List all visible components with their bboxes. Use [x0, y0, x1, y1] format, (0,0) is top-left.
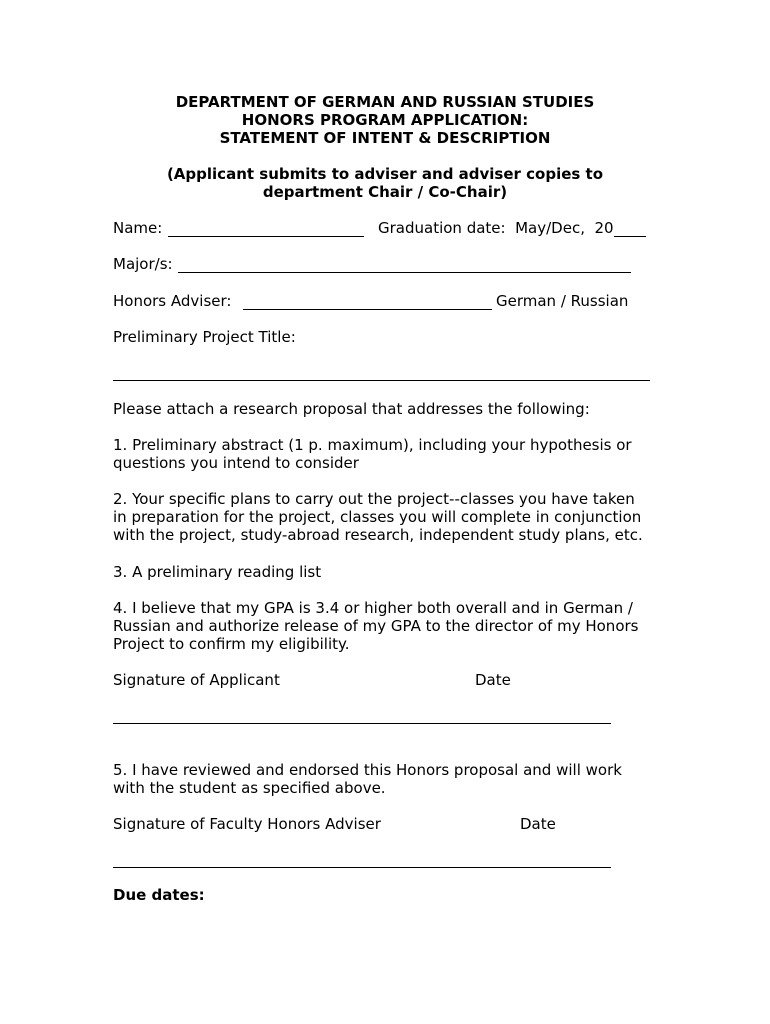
adviser-date-label: Date — [520, 815, 556, 833]
graduation-date-label: Graduation date: May/Dec, 20 — [378, 219, 614, 237]
project-title-field[interactable] — [113, 380, 650, 381]
item-2-line-3: with the project, study-abroad research, independent study plans, etc. — [113, 526, 643, 544]
item-1-line-2: questions you intend to consider — [113, 454, 359, 472]
item-2-line-1: 2. Your specific plans to carry out the project--classes you have taken — [113, 490, 635, 508]
item-2-line-2: in preparation for the project, classes you will complete in conjunction — [113, 508, 642, 526]
major-field[interactable] — [178, 272, 631, 273]
item-5-line-2: with the student as specified above. — [113, 779, 386, 797]
proposal-intro: Please attach a research proposal that addresses the following: — [113, 400, 590, 418]
honors-adviser-label: Honors Adviser: — [113, 292, 232, 310]
major-label: Major/s: — [113, 255, 173, 273]
item-1-line-1: 1. Preliminary abstract (1 p. maximum), including your hypothesis or — [113, 436, 632, 454]
applicant-signature-field[interactable] — [113, 723, 611, 724]
item-4-line-2: Russian and authorize release of my GPA to the director of my Honors — [113, 617, 639, 635]
item-4-line-3: Project to confirm my eligibility. — [113, 635, 350, 653]
applicant-date-label: Date — [475, 671, 511, 689]
adviser-signature-label: Signature of Faculty Honors Adviser — [113, 815, 381, 833]
program-title: HONORS PROGRAM APPLICATION: — [241, 111, 529, 129]
submission-note-line-2: department Chair / Co-Chair) — [262, 183, 508, 201]
applicant-signature-label: Signature of Applicant — [113, 671, 280, 689]
item-3: 3. A preliminary reading list — [113, 563, 322, 581]
due-dates-label: Due dates: — [113, 886, 205, 904]
graduation-year-field[interactable] — [614, 236, 646, 237]
name-label: Name: — [113, 219, 163, 237]
project-title-label: Preliminary Project Title: — [113, 328, 296, 346]
submission-note-line-1: (Applicant submits to adviser and adviser copies to — [166, 165, 604, 183]
adviser-signature-field[interactable] — [113, 867, 611, 868]
name-field[interactable] — [168, 236, 364, 237]
honors-adviser-field[interactable] — [243, 309, 492, 310]
item-4-line-1: 4. I believe that my GPA is 3.4 or higher both overall and in German / — [113, 599, 633, 617]
item-5-line-1: 5. I have reviewed and endorsed this Honors proposal and will work — [113, 761, 622, 779]
form-title: STATEMENT OF INTENT & DESCRIPTION — [219, 129, 551, 147]
department-choice-label: German / Russian — [496, 292, 629, 310]
department-title: DEPARTMENT OF GERMAN AND RUSSIAN STUDIES — [175, 93, 595, 111]
